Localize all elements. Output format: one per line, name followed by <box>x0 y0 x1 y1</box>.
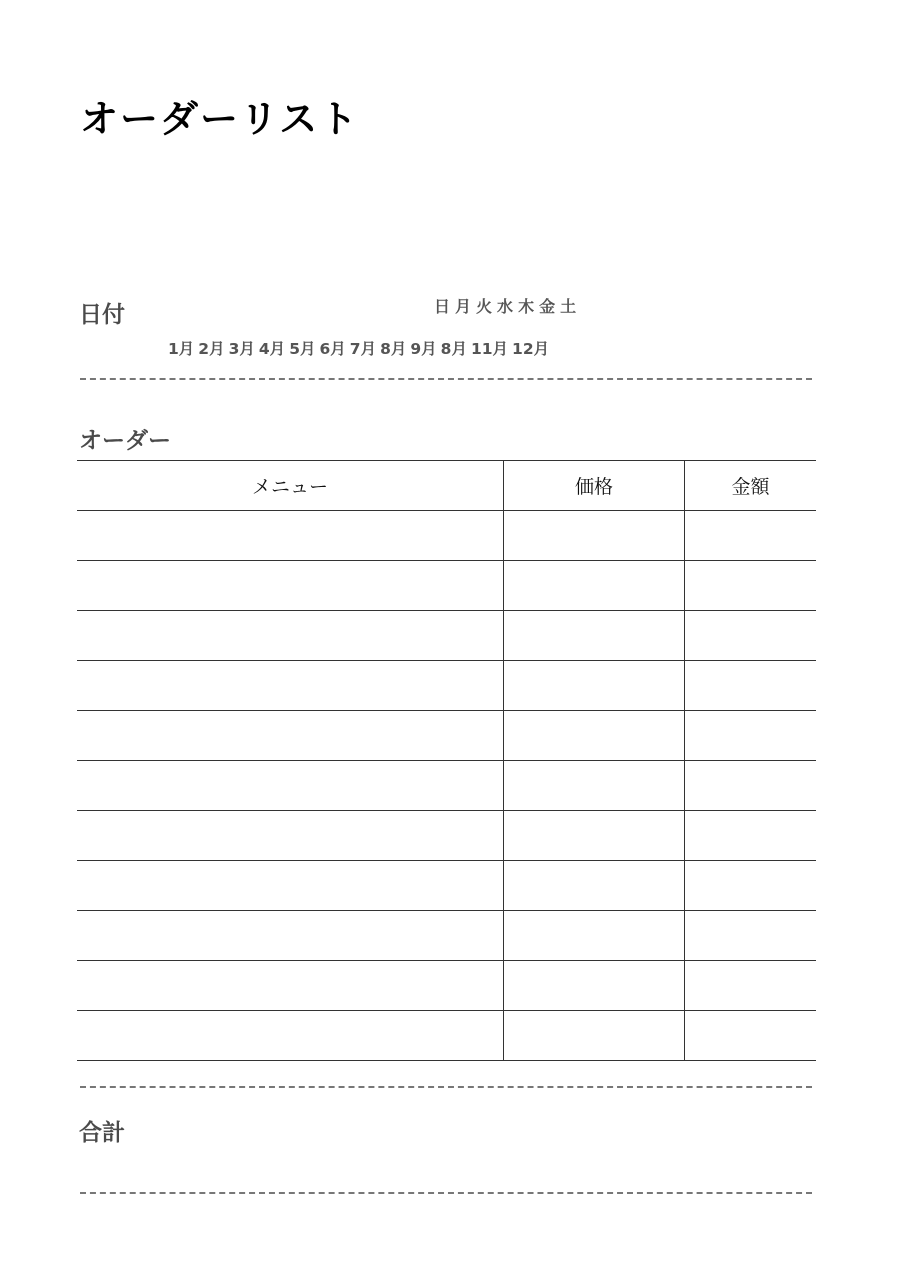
amount-cell[interactable] <box>685 611 817 661</box>
price-cell[interactable] <box>504 761 685 811</box>
column-header-menu: メニュー <box>77 461 504 511</box>
month-2[interactable]: 2月 <box>198 340 225 358</box>
divider <box>80 1086 812 1088</box>
weekday-wed[interactable]: 水 <box>497 297 514 316</box>
amount-cell[interactable] <box>685 911 817 961</box>
month-5[interactable]: 5月 <box>289 340 316 358</box>
weekday-thu[interactable]: 木 <box>518 297 535 316</box>
price-cell[interactable] <box>504 1011 685 1061</box>
menu-cell[interactable] <box>77 611 504 661</box>
table-row <box>77 711 816 761</box>
month-options <box>168 337 549 359</box>
month-3[interactable]: 3月 <box>228 340 255 358</box>
date-label: 日付 <box>79 302 125 328</box>
price-cell[interactable] <box>504 661 685 711</box>
table-header-row <box>77 461 816 511</box>
price-cell[interactable] <box>504 611 685 661</box>
price-cell[interactable] <box>504 961 685 1011</box>
menu-cell[interactable] <box>77 811 504 861</box>
column-header-amount: 金額 <box>685 461 817 511</box>
table-row <box>77 911 816 961</box>
order-rows <box>77 511 816 1061</box>
table-row <box>77 661 816 711</box>
divider <box>80 1192 812 1194</box>
weekday-fri[interactable]: 金 <box>539 297 556 316</box>
table-row <box>77 561 816 611</box>
price-cell[interactable] <box>504 711 685 761</box>
month-6[interactable]: 6月 <box>319 340 346 358</box>
price-cell[interactable] <box>504 511 685 561</box>
menu-cell[interactable] <box>77 561 504 611</box>
amount-cell[interactable] <box>685 561 817 611</box>
menu-cell[interactable] <box>77 961 504 1011</box>
amount-cell[interactable] <box>685 1011 817 1061</box>
month-11[interactable]: 11月 <box>470 340 509 358</box>
divider <box>80 378 812 380</box>
amount-cell[interactable] <box>685 811 817 861</box>
month-12[interactable]: 12月 <box>512 340 550 358</box>
weekday-tue[interactable]: 火 <box>476 297 493 316</box>
order-table <box>77 460 816 1061</box>
weekday-sat[interactable]: 土 <box>560 297 577 316</box>
amount-cell[interactable] <box>685 661 817 711</box>
month-9[interactable]: 9月 <box>410 340 437 358</box>
page-title: オーダーリスト <box>80 97 360 141</box>
amount-cell[interactable] <box>685 761 817 811</box>
weekday-sun[interactable]: 日 <box>434 297 451 316</box>
amount-cell[interactable] <box>685 961 817 1011</box>
menu-cell[interactable] <box>77 761 504 811</box>
price-cell[interactable] <box>504 811 685 861</box>
menu-cell[interactable] <box>77 711 504 761</box>
table-row <box>77 511 816 561</box>
order-label: オーダー <box>79 428 171 454</box>
weekday-mon[interactable]: 月 <box>455 297 472 316</box>
menu-cell[interactable] <box>77 911 504 961</box>
weekday-options <box>434 294 576 317</box>
month-7[interactable]: 7月 <box>349 340 377 358</box>
price-cell[interactable] <box>504 911 685 961</box>
table-row <box>77 761 816 811</box>
table-row <box>77 611 816 661</box>
price-cell[interactable] <box>504 561 685 611</box>
table-row <box>77 811 816 861</box>
month-8[interactable]: 8月 <box>380 340 407 358</box>
menu-cell[interactable] <box>77 661 504 711</box>
menu-cell[interactable] <box>77 861 504 911</box>
table-row <box>77 961 816 1011</box>
month-1[interactable]: 1月 <box>168 340 195 358</box>
menu-cell[interactable] <box>77 1011 504 1061</box>
month-10[interactable]: 8月 <box>440 340 467 358</box>
price-cell[interactable] <box>504 861 685 911</box>
amount-cell[interactable] <box>685 711 817 761</box>
amount-cell[interactable] <box>685 511 817 561</box>
amount-cell[interactable] <box>685 861 817 911</box>
table-row <box>77 861 816 911</box>
table-row <box>77 1011 816 1061</box>
menu-cell[interactable] <box>77 511 504 561</box>
column-header-price: 価格 <box>504 461 685 511</box>
month-4[interactable]: 4月 <box>258 340 286 358</box>
total-label: 合計 <box>79 1120 125 1146</box>
